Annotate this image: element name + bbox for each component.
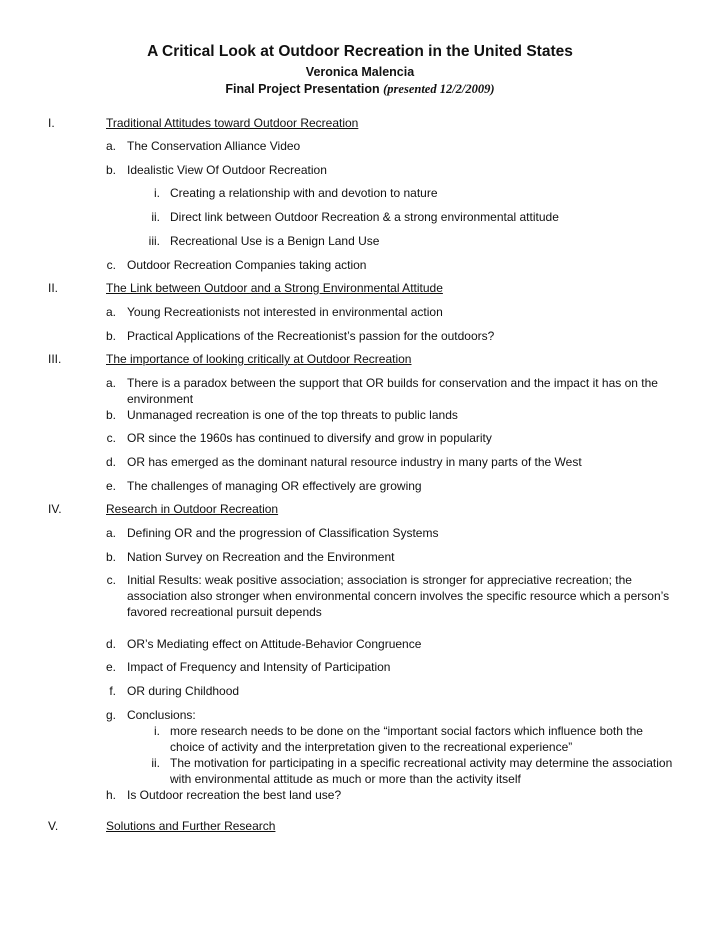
outline-item-line: association also stronger when environmental concern involves the specific resource which a person’s xyxy=(127,589,670,603)
item-marker: b. xyxy=(105,550,116,564)
subitem-marker: ii. xyxy=(151,210,160,224)
section-numeral: IV. xyxy=(48,502,62,516)
outline-item: Conclusions: xyxy=(127,708,196,722)
outline-item: Impact of Frequency and Intensity of Participation xyxy=(127,660,391,674)
outline-item: The challenges of managing OR effectively are growing xyxy=(127,479,422,493)
presentation-subtitle xyxy=(0,82,720,97)
subitem-marker: i. xyxy=(154,186,160,200)
outline-subitem-line: with environmental attitude as much or more than the activity itself xyxy=(170,772,521,786)
item-marker: b. xyxy=(105,408,116,422)
outline-item: Young Recreationists not interested in environmental action xyxy=(127,305,443,319)
subitem-marker: i. xyxy=(154,724,160,738)
section-heading: Research in Outdoor Recreation xyxy=(106,502,279,516)
item-marker: b. xyxy=(105,163,116,177)
outline-subitem-line: The motivation for participating in a specific recreational activity may determine the association xyxy=(170,756,673,770)
item-marker: d. xyxy=(105,455,116,469)
item-marker: c. xyxy=(106,431,116,445)
section-numeral: I. xyxy=(48,116,55,130)
outline-item: Defining OR and the progression of Classification Systems xyxy=(127,526,439,540)
item-marker: c. xyxy=(106,258,116,272)
outline-subitem: Creating a relationship with and devotion to nature xyxy=(170,186,438,200)
outline-subitem-line: more research needs to be done on the “important social factors which influence both the xyxy=(170,724,643,738)
outline-item: Practical Applications of the Recreationist’s passion for the outdoors? xyxy=(127,329,495,343)
subitem-marker: ii. xyxy=(151,756,160,770)
outline-item-line: Initial Results: weak positive association; association is stronger for appreciative recreation; the xyxy=(127,573,632,587)
item-marker: a. xyxy=(105,526,116,540)
author-name: Veronica Malencia xyxy=(305,65,415,79)
outline-item: The Conservation Alliance Video xyxy=(127,139,301,153)
outline-item-line: environment xyxy=(127,392,194,406)
section-heading: Traditional Attitudes toward Outdoor Recreation xyxy=(106,116,359,130)
item-marker: h. xyxy=(105,788,116,802)
outline-subitem-line: choice of activity and the interpretation given to the recreational experience” xyxy=(170,740,573,754)
presentation-date: (presented 12/2/2009) xyxy=(383,82,495,96)
section-heading: The Link between Outdoor and a Strong Environmental Attitude xyxy=(106,281,443,295)
section-numeral: II. xyxy=(48,281,59,295)
item-marker: a. xyxy=(105,139,116,153)
outline-item: Idealistic View Of Outdoor Recreation xyxy=(127,163,327,177)
item-marker: c. xyxy=(106,573,116,587)
outline-item: Is Outdoor recreation the best land use? xyxy=(127,788,342,802)
outline-item-line: favored recreational pursuit depends xyxy=(127,605,322,619)
outline-item: OR has emerged as the dominant natural resource industry in many parts of the West xyxy=(127,455,582,469)
item-marker: a. xyxy=(105,305,116,319)
outline-subitem: Recreational Use is a Benign Land Use xyxy=(170,234,380,248)
outline-item: Nation Survey on Recreation and the Environment xyxy=(127,550,395,564)
item-marker: b. xyxy=(105,329,116,343)
item-marker: g. xyxy=(105,708,116,722)
outline-subitem: Direct link between Outdoor Recreation & a strong environmental attitude xyxy=(170,210,559,224)
subtitle-label: Final Project Presentation xyxy=(225,82,380,96)
item-marker: a. xyxy=(105,376,116,390)
subitem-marker: iii. xyxy=(148,234,160,248)
outline-item: OR during Childhood xyxy=(127,684,240,698)
section-heading: The importance of looking critically at Outdoor Recreation xyxy=(106,352,412,366)
outline-item: OR’s Mediating effect on Attitude-Behavior Congruence xyxy=(127,637,422,651)
item-marker: f. xyxy=(109,684,116,698)
item-marker: d. xyxy=(105,637,116,651)
outline-item: Unmanaged recreation is one of the top threats to public lands xyxy=(127,408,458,422)
document-title: A Critical Look at Outdoor Recreation in the United States xyxy=(147,43,573,60)
outline-item: OR since the 1960s has continued to diversify and grow in popularity xyxy=(127,431,492,445)
section-heading: Solutions and Further Research xyxy=(106,819,276,833)
outline-item: Outdoor Recreation Companies taking action xyxy=(127,258,367,272)
item-marker: e. xyxy=(105,660,116,674)
section-numeral: III. xyxy=(48,352,62,366)
section-numeral: V. xyxy=(48,819,59,833)
item-marker: e. xyxy=(105,479,116,493)
outline-item-line: There is a paradox between the support that OR builds for conservation and the impact it has on the xyxy=(127,376,658,390)
